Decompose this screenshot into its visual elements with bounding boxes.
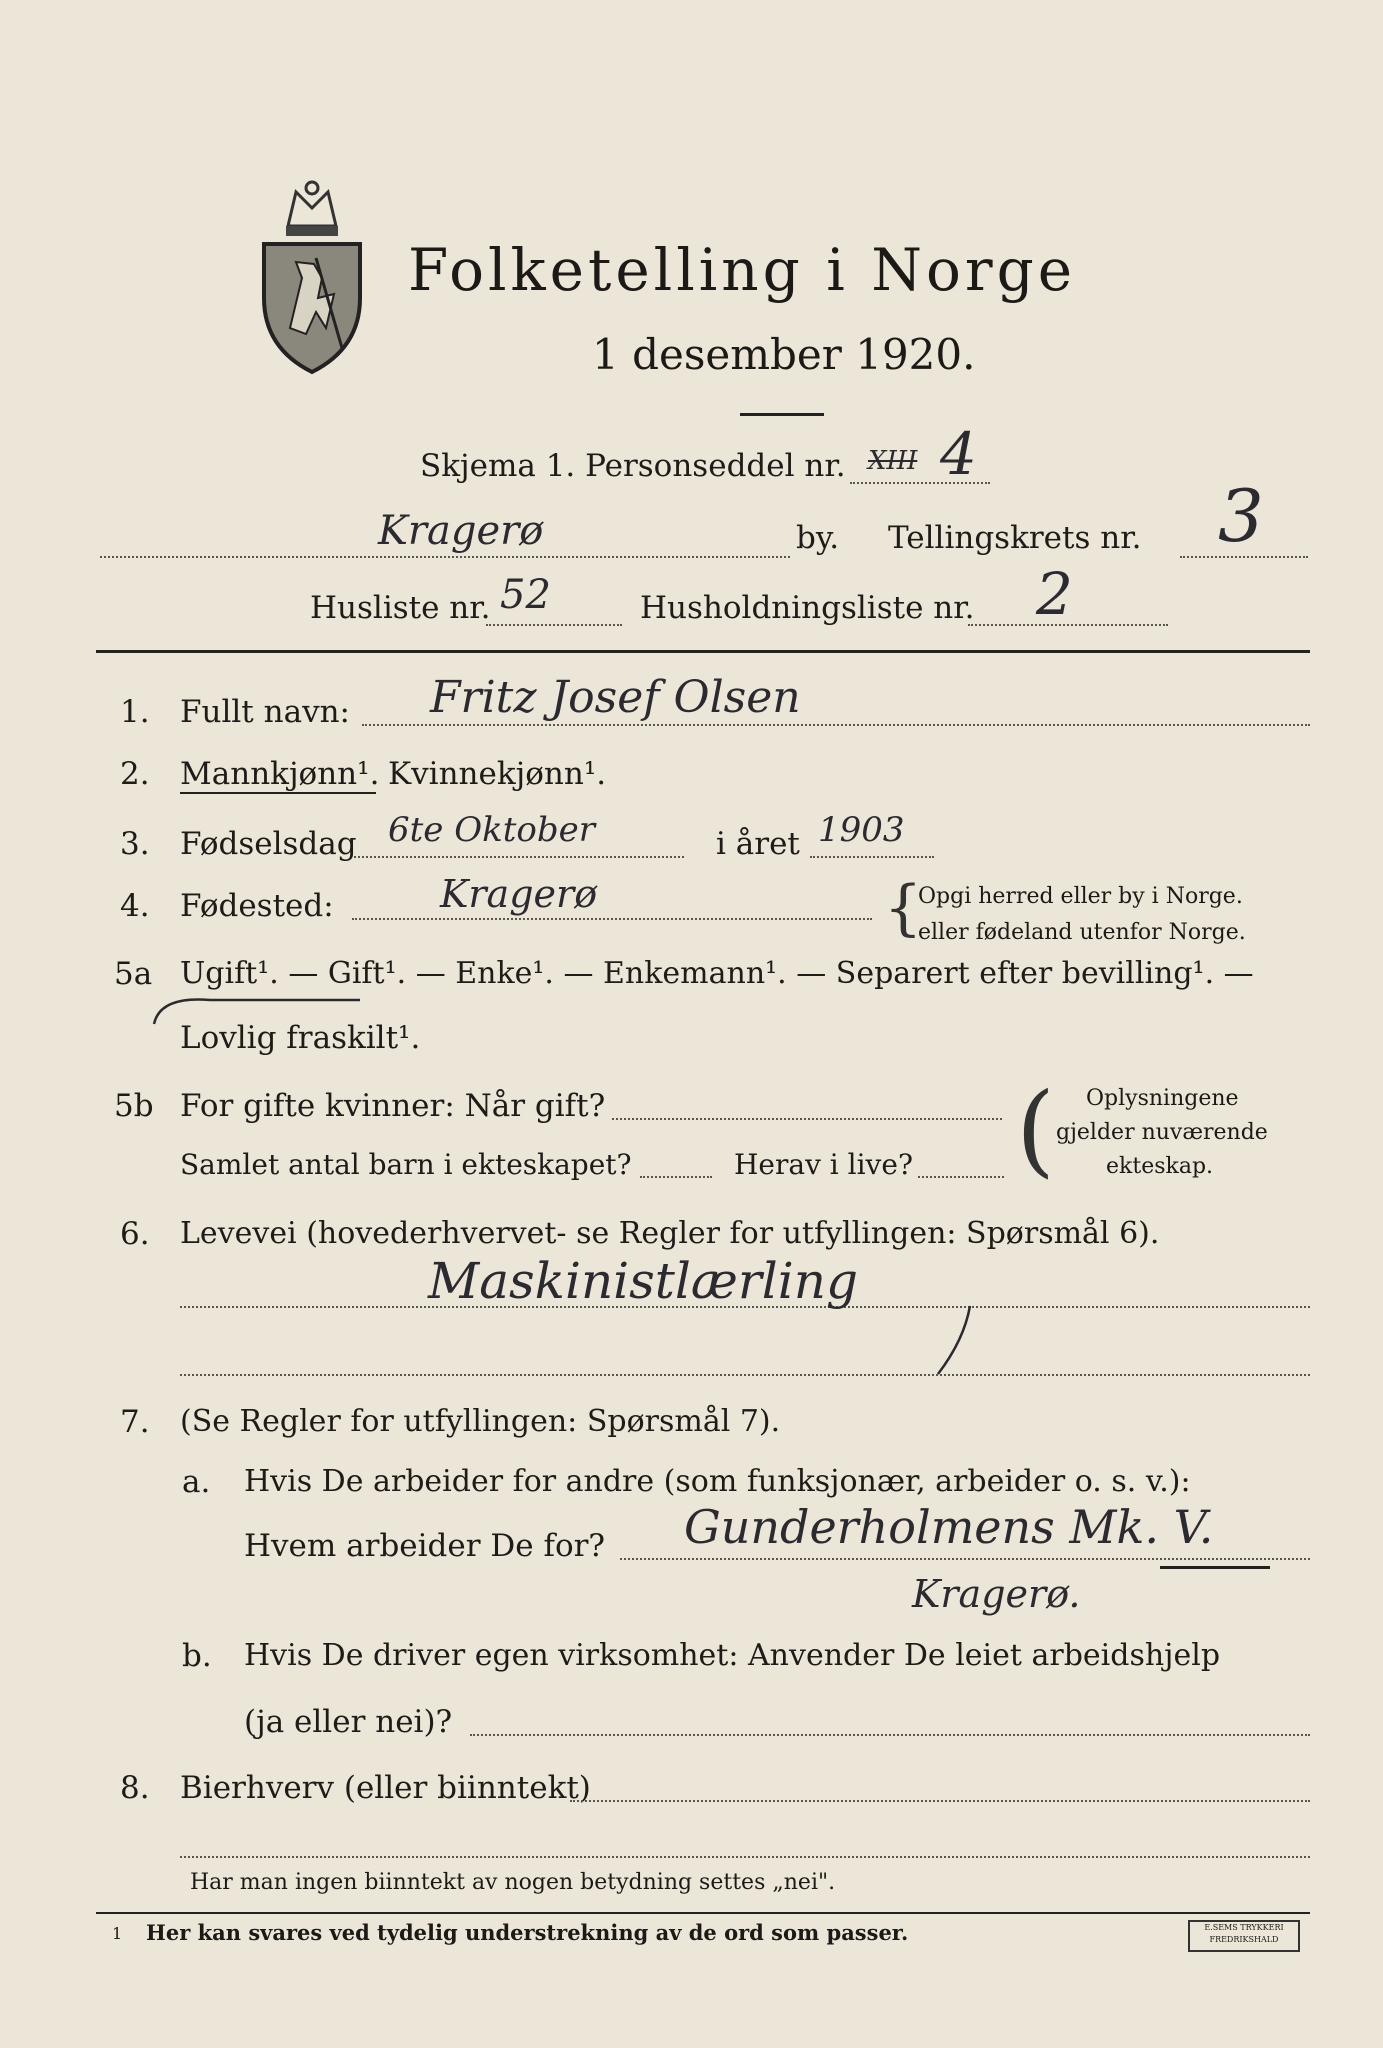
q3-number: 3.	[120, 826, 150, 862]
printer-stamp	[1188, 1920, 1300, 1952]
q3-label: Fødselsdag	[180, 826, 357, 862]
q6-dotline-2	[180, 1374, 1310, 1376]
q7b-letter: b.	[182, 1638, 212, 1674]
q4-note-line2: eller fødeland utenfor Norge.	[918, 920, 1246, 945]
q7a-dotline	[620, 1558, 1310, 1560]
q5b-children-dotline	[640, 1176, 712, 1178]
footer-divider	[96, 1912, 1310, 1914]
q7b-line1: Hvis De driver egen virksomhet: Anvender De leiet arbeidshjelp	[244, 1638, 1221, 1673]
skjema-label: Skjema 1. Personseddel nr.	[420, 448, 846, 484]
q7a-employer-value: Gunderholmens Mk. V.	[684, 1500, 1214, 1554]
q5b-note-line3: ekteskap.	[1106, 1154, 1214, 1179]
skjema-value: 4	[940, 420, 977, 488]
footnote-number: 1	[112, 1924, 123, 1943]
q2-male-option: Mannkjønn¹.	[180, 756, 380, 792]
q7a-line1: Hvis De arbeider for andre (som funksjonær, arbeider o. s. v.):	[244, 1464, 1191, 1499]
footer-note: Har man ingen biinntekt av nogen betydning settes „nei".	[190, 1870, 836, 1895]
q3-year-dotline	[810, 856, 934, 858]
printer-city: FREDRIKSHALD	[1209, 1935, 1279, 1944]
q5b-note-brace: (	[1016, 1071, 1056, 1188]
q1-label: Fullt navn:	[180, 694, 350, 730]
q1-full-name-value: Fritz Josef Olsen	[430, 672, 801, 723]
footnote-text: Her kan svares ved tydelig understrekning av de ord som passer.	[146, 1920, 909, 1945]
q3-day-dotline	[354, 856, 684, 858]
q4-label: Fødested:	[180, 888, 334, 924]
q5b-number: 5b	[114, 1088, 154, 1124]
q3-year-label: i året	[716, 826, 800, 862]
section-divider	[96, 650, 1310, 653]
q1-dotline	[362, 724, 1310, 726]
q8-dotline-1	[570, 1800, 1310, 1802]
q7a-employer-label: Hvem arbeider De for?	[244, 1528, 606, 1564]
husliste-label: Husliste nr.	[310, 590, 491, 626]
q5b-alive-dotline	[918, 1176, 1004, 1178]
q5a-handwritten-stroke	[150, 990, 370, 1030]
q5b-note-line1: Oplysningene	[1086, 1086, 1239, 1111]
husliste-value: 52	[500, 572, 551, 618]
town-by-label: by.	[796, 520, 840, 556]
q5a-divorced-option: Lovlig fraskilt¹.	[180, 1020, 421, 1056]
q4-birthplace-value: Kragerø	[440, 872, 598, 916]
q2-male-underline	[180, 792, 376, 794]
title-divider	[740, 413, 824, 416]
q7b-dotline	[470, 1734, 1310, 1736]
q4-note-brace: {	[884, 873, 923, 943]
q1-number: 1.	[120, 694, 150, 730]
q8-number: 8.	[120, 1770, 150, 1806]
tellingskrets-value: 3	[1218, 474, 1264, 558]
town-dotline	[100, 556, 790, 558]
form-title: Folketelling i Norge	[408, 236, 1077, 304]
q8-dotline-2	[180, 1856, 1310, 1858]
coat-of-arms-emblem	[256, 178, 368, 378]
q7a-handwritten-underline	[1160, 1566, 1270, 1569]
q7b-line2: (ja eller nei)?	[244, 1704, 453, 1740]
q4-dotline	[352, 918, 872, 920]
q5b-children-label: Samlet antal barn i ekteskapet?	[180, 1148, 632, 1181]
q2-number: 2.	[120, 756, 150, 792]
q5b-married-when-dotline	[612, 1118, 1002, 1120]
q7a-employer-place-value: Kragerø.	[912, 1572, 1081, 1616]
skjema-struck-value: XIII	[868, 446, 918, 476]
q6-handwritten-stroke	[930, 1300, 990, 1380]
q5a-marital-options: Ugift¹. — Gift¹. — Enke¹. — Enkemann¹. — Separert efter bevilling¹. —	[180, 956, 1254, 991]
q7-number: 7.	[120, 1404, 150, 1440]
husliste-dotline	[486, 624, 622, 626]
q5b-married-when-label: For gifte kvinner: Når gift?	[180, 1088, 606, 1124]
q2-female-option: Kvinnekjønn¹.	[388, 756, 607, 792]
q8-label: Bierhverv (eller biinntekt)	[180, 1770, 591, 1806]
town-value: Kragerø	[378, 508, 544, 554]
tellingskrets-label: Tellingskrets nr.	[888, 520, 1142, 556]
husholdningsliste-label: Husholdningsliste nr.	[640, 590, 975, 626]
q7a-letter: a.	[182, 1464, 211, 1500]
q4-note-line1: Opgi herred eller by i Norge.	[918, 884, 1243, 909]
census-date: 1 desember 1920.	[592, 330, 976, 379]
q5b-alive-label: Herav i live?	[734, 1148, 913, 1181]
printer-name: E.SEMS TRYKKERI	[1204, 1923, 1284, 1932]
husholdningsliste-value: 2	[1036, 560, 1073, 628]
q6-label: Levevei (hovederhvervet- se Regler for utfyllingen: Spørsmål 6).	[180, 1216, 1160, 1251]
q4-number: 4.	[120, 888, 150, 924]
q5a-number: 5a	[114, 956, 153, 992]
q3-year-value: 1903	[818, 810, 905, 850]
q5b-note-line2: gjelder nuværende	[1056, 1120, 1268, 1145]
q3-day-value: 6te Oktober	[388, 810, 595, 850]
q6-number: 6.	[120, 1216, 150, 1252]
q7-label: (Se Regler for utfyllingen: Spørsmål 7).	[180, 1404, 781, 1439]
q6-occupation-value: Maskinistlærling	[428, 1252, 858, 1310]
